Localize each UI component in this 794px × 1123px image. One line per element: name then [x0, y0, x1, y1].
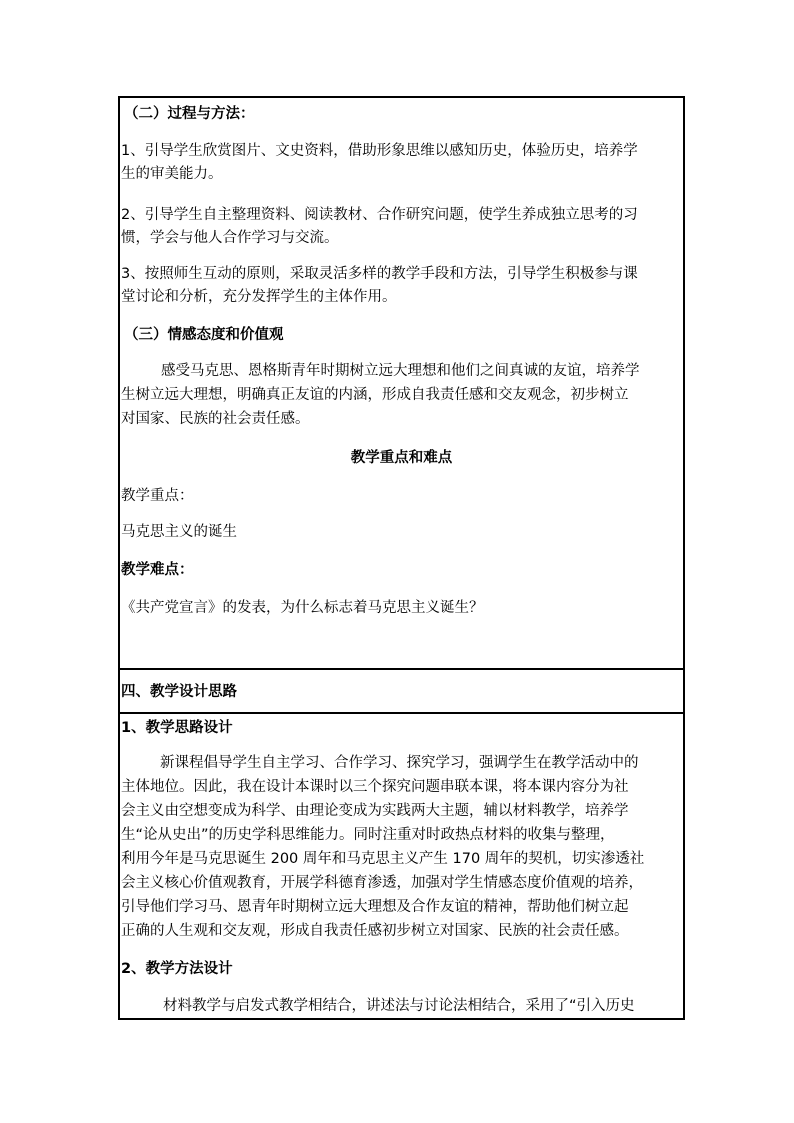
document-table	[118, 96, 685, 1020]
subheading-teaching-ideas: 1、教学思路设计	[121, 720, 233, 736]
paragraph-line: 材料教学与启发式教学相结合，讲述法与讨论法相结合，采用了“引入历史	[163, 998, 635, 1014]
paragraph-line: 利用今年是马克思诞生 200 周年和马克思主义产生 170 周年的契机，切实渗透社	[121, 851, 645, 867]
paragraph-line: 感受马克思、恩格斯青年时期树立远大理想和他们之间真诚的友谊，培养学	[161, 363, 640, 379]
paragraph-line: 堂讨论和分析，充分发挥学生的主体作用。	[121, 289, 397, 305]
paragraph-line: 2、引导学生自主整理资料、阅读教材、合作研究问题，使学生养成独立思考的习	[121, 207, 638, 223]
paragraph-line: 新课程倡导学生自主学习、合作学习、探究学习，强调学生在教学活动中的	[160, 755, 639, 771]
section-heading-design-ideas: 四、教学设计思路	[121, 684, 237, 700]
paragraph-line: 会主义核心价值观教育，开展学科德育渗透，加强对学生情感态度价值观的培养，	[121, 875, 643, 891]
paragraph-line: 引导他们学习马、恩青年时期树立远大理想及合作友谊的精神，帮助他们树立起	[121, 899, 629, 915]
difficulty-label: 教学难点：	[121, 562, 194, 578]
paragraph-line: 主体地位。因此，我在设计本课时以三个探究问题串联本课，将本课内容分为社	[121, 779, 629, 795]
section-heading-process-methods: （二）过程与方法：	[124, 106, 255, 122]
paragraph-line: 对国家、民族的社会责任感。	[121, 411, 310, 427]
focus-difficulty-title: 教学重点和难点	[350, 450, 453, 466]
paragraph-line: 会主义由空想变成为科学、由理论变成为实践两大主题，辅以材料教学，培养学	[121, 803, 629, 819]
section-heading-attitudes-values: （三）情感态度和价值观	[124, 327, 284, 343]
paragraph-line: 1、引导学生欣赏图片、文史资料，借助形象思维以感知历史，体验历史，培养学	[121, 143, 638, 159]
key-point-label: 教学重点：	[121, 488, 194, 504]
paragraph-line: 生“论从史出”的历史学科思维能力。同时注重对时政热点材料的收集与整理，	[121, 827, 615, 843]
paragraph-line: 生树立远大理想，明确真正友谊的内涵，形成自我责任感和交友观念，初步树立	[121, 387, 629, 403]
paragraph-line: 惯，学会与他人合作学习与交流。	[121, 230, 339, 246]
paragraph-line: 生的审美能力。	[121, 166, 223, 182]
table-row-divider	[120, 712, 683, 714]
subheading-teaching-methods: 2、教学方法设计	[121, 961, 233, 977]
key-point-text: 马克思主义的诞生	[121, 524, 237, 540]
paragraph-line: 正确的人生观和交友观，形成自我责任感初步树立对国家、民族的社会责任感。	[121, 923, 629, 939]
table-row-divider	[120, 668, 683, 670]
difficulty-text: 《共产党宣言》的发表，为什么标志着马克思主义诞生？	[121, 600, 484, 616]
paragraph-line: 3、按照师生互动的原则，采取灵活多样的教学手段和方法，引导学生积极参与课	[121, 266, 638, 282]
